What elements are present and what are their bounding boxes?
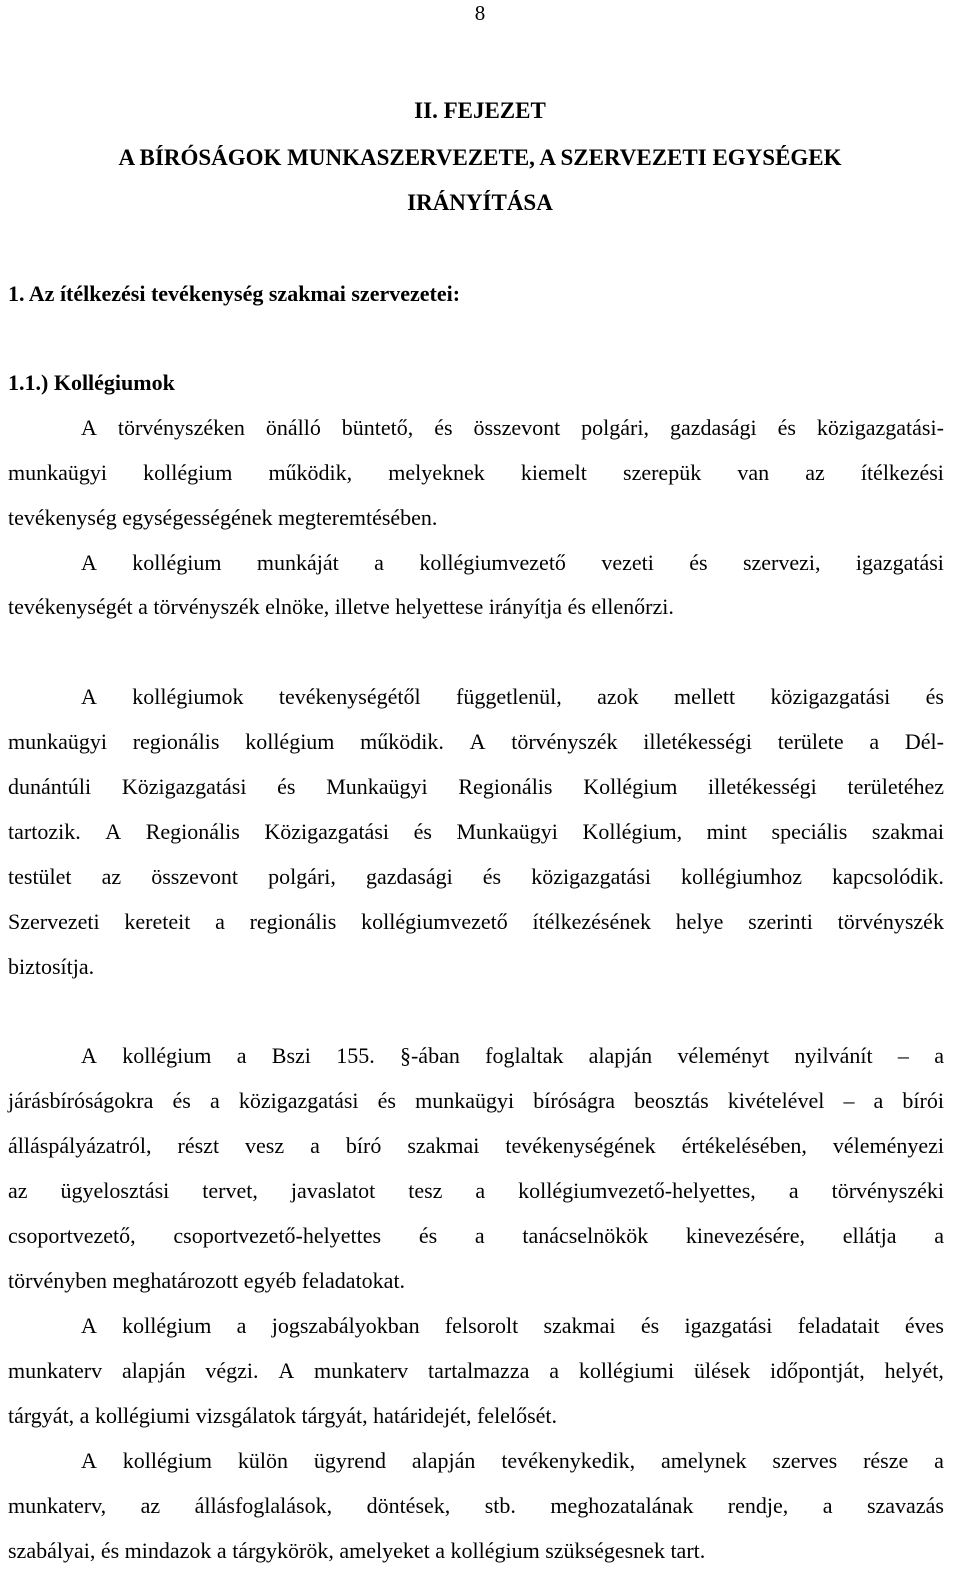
word: véleményezi [832, 1133, 944, 1158]
word: ülések [693, 1358, 751, 1383]
word: az [140, 1493, 161, 1518]
word: gazdasági [365, 864, 453, 889]
word: 155. [336, 1043, 375, 1068]
word: tevékenységének [505, 1133, 656, 1158]
word: kollégium [143, 460, 233, 485]
word: feladatait [797, 1313, 880, 1338]
word: kapcsolódik. [832, 864, 944, 889]
word: és [777, 415, 796, 440]
paragraph-line [81, 1446, 944, 1476]
word: kollégiumvezető [361, 909, 508, 934]
word: munkaügyi [415, 1088, 515, 1113]
word: közigazgatási- [816, 415, 944, 440]
paragraph-line [8, 772, 944, 802]
paragraph-line [8, 1086, 944, 1116]
paragraph-line [8, 907, 944, 937]
paragraph-line [8, 1176, 944, 1206]
paragraph-line: tevékenység egységességének megteremtésében. [8, 505, 438, 530]
word: javaslatot [290, 1178, 376, 1203]
paragraph-line: biztosítja. [8, 954, 95, 979]
word: van [737, 460, 770, 485]
word: a [822, 1493, 833, 1518]
word: és [413, 819, 432, 844]
paragraph-line [81, 413, 944, 443]
word: tartalmazza [427, 1358, 530, 1383]
word: a [873, 1088, 884, 1113]
word: a [236, 1313, 247, 1338]
word: illetékességi [708, 774, 817, 799]
word: kollégiumok [132, 684, 244, 709]
word: stb. [484, 1493, 516, 1518]
word: munkaügyi [8, 460, 107, 485]
word: gazdasági [669, 415, 757, 440]
word: kollégiumvezető [419, 550, 566, 575]
section-heading: 1. Az ítélkezési tevékenység szakmai szervezetei: [8, 281, 461, 306]
word: ítélkezésének [532, 909, 651, 934]
word: közigazgatási [770, 684, 891, 709]
word: szakmai [543, 1313, 616, 1338]
word: – [843, 1088, 855, 1113]
word: a [549, 1358, 559, 1383]
word: végzi. [205, 1358, 259, 1383]
word: közigazgatási [531, 864, 651, 889]
chapter-title: A BÍRÓSÁGOK MUNKASZERVEZETE, A SZERVEZETI EGYSÉGEK [118, 145, 842, 170]
word: kollégium [245, 729, 335, 754]
word: munkáját [256, 550, 339, 575]
paragraph-line [8, 1491, 944, 1521]
word: a [236, 1043, 247, 1068]
subsection-heading: 1.1.) Kollégiumok [8, 370, 175, 395]
word: alapján [588, 1043, 653, 1068]
word: munkaterv, [8, 1493, 107, 1518]
paragraph-line [8, 862, 944, 892]
word: helyét, [884, 1358, 944, 1383]
word: – [897, 1043, 909, 1068]
word: a [310, 1133, 320, 1158]
word: foglaltak [485, 1043, 564, 1068]
word: a [869, 729, 880, 754]
word: csoportvezető-helyettes [173, 1223, 382, 1248]
word: tervet, [202, 1178, 258, 1203]
word: alapján [411, 1448, 476, 1473]
word: és [434, 415, 453, 440]
word: mint [706, 819, 747, 844]
word: kollégiumhoz [681, 864, 802, 889]
word: Szervezeti [8, 909, 100, 934]
word: a [374, 550, 384, 575]
word: időpontját, [770, 1358, 865, 1383]
word: önálló [265, 415, 321, 440]
word: Kollégium [583, 774, 678, 799]
paragraph-line [81, 548, 944, 578]
paragraph-line: tevékenységét a törvényszék elnöke, illetve helyettese irányítja és ellenőrzi. [8, 594, 674, 619]
paragraph-line: szabályai, és mindazok a tárgykörök, amelyeket a kollégium szükségesnek tart. [8, 1538, 706, 1563]
word: szerinti [748, 909, 813, 934]
word: ítélkezési [860, 460, 944, 485]
word: helye [675, 909, 724, 934]
word: ügyrend [313, 1448, 386, 1473]
word: része [863, 1448, 909, 1473]
word: bíróságra [533, 1088, 616, 1113]
word: kollégiumvezető-helyettes, [518, 1178, 756, 1203]
word: az [805, 460, 825, 485]
word: büntető, [341, 415, 414, 440]
word: tevékenységétől [278, 684, 421, 709]
word: kinevezésére, [685, 1223, 806, 1248]
word: és [689, 550, 708, 575]
word: beosztás [634, 1088, 709, 1113]
paragraph-line: tárgyát, a kollégiumi vizsgálatok tárgyát, határidejét, felelősét. [8, 1403, 558, 1428]
paragraph-line [8, 1356, 944, 1386]
word: vezeti [601, 550, 654, 575]
word: §-ában [399, 1043, 460, 1068]
word: kivételével [727, 1088, 825, 1113]
word: és [482, 864, 502, 889]
word: álláspályázatról, [8, 1133, 152, 1158]
paragraph-line [8, 817, 944, 847]
word: az [101, 864, 122, 889]
word: nyilvánít [794, 1043, 873, 1068]
word: szerepük [623, 460, 702, 485]
word: igazgatási [855, 550, 944, 575]
word: tesz [408, 1178, 443, 1203]
paragraph-line [8, 1221, 944, 1251]
word: és [277, 774, 296, 799]
word: függetlenül, [456, 684, 562, 709]
word: A [81, 1313, 97, 1338]
word: testület [8, 864, 72, 889]
word: Kollégium, [582, 819, 683, 844]
word: amelynek [661, 1448, 747, 1473]
word: értékelésében, [681, 1133, 807, 1158]
word: polgári, [581, 415, 649, 440]
word: szervezi, [742, 550, 821, 575]
word: a [934, 1043, 944, 1068]
word: tartozik. [8, 819, 81, 844]
word: munkaügyi [8, 729, 107, 754]
word: a [209, 1088, 220, 1113]
paragraph-line [81, 682, 944, 712]
word: kollégium [122, 1448, 212, 1473]
word: kereteit [124, 909, 191, 934]
word: Dél- [904, 729, 944, 754]
word: a [474, 1223, 485, 1248]
word: jogszabályokban [271, 1313, 420, 1338]
word: regionális [249, 909, 337, 934]
word: Közigazgatási [264, 819, 389, 844]
word: törvényszék [511, 729, 618, 754]
word: alapján [121, 1358, 186, 1383]
paragraph-line: törvényben meghatározott egyéb feladatokat. [8, 1268, 406, 1293]
word: tevékenykedik, [501, 1448, 636, 1473]
word: szerves [772, 1448, 838, 1473]
word: rendje, [727, 1493, 789, 1518]
word: csoportvezető, [8, 1223, 136, 1248]
word: tanácselnökök [522, 1223, 649, 1248]
word: működik, [268, 460, 353, 485]
word: a [475, 1178, 486, 1203]
word: regionális [132, 729, 220, 754]
word: illetékességi [643, 729, 752, 754]
word: összevont [473, 415, 561, 440]
word: a [215, 909, 225, 934]
word: munkaterv [314, 1358, 409, 1383]
paragraph-line [81, 1041, 944, 1071]
word: A [469, 729, 486, 754]
word: ügyelosztási [60, 1178, 170, 1203]
word: A [81, 550, 97, 575]
word: törvényszéken [117, 415, 245, 440]
page-number: 8 [474, 1, 486, 25]
word: véleményt [677, 1043, 770, 1068]
word: Regionális [145, 819, 240, 844]
word: Munkaügyi [456, 819, 558, 844]
word: felsorolt [444, 1313, 519, 1338]
word: területéhez [847, 774, 944, 799]
chapter-title-continued: IRÁNYÍTÁSA [407, 190, 553, 215]
word: munkaterv [8, 1358, 103, 1383]
word: törvényszéki [831, 1178, 944, 1203]
word: bírói [902, 1088, 944, 1113]
word: közigazgatási [238, 1088, 359, 1113]
word: és [640, 1313, 660, 1338]
word: és [377, 1088, 396, 1113]
word: A [81, 684, 97, 709]
paragraph-line [8, 727, 944, 757]
word: igazgatási [684, 1313, 773, 1338]
word: az [8, 1178, 28, 1203]
word: részt [177, 1133, 220, 1158]
word: szakmai [871, 819, 944, 844]
word: a [934, 1448, 944, 1473]
word: bíró [345, 1133, 382, 1158]
word: kollégium [132, 550, 222, 575]
word: éves [904, 1313, 944, 1338]
word: külön [237, 1448, 289, 1473]
word: A [81, 1448, 97, 1473]
word: Regionális [458, 774, 553, 799]
word: azok [597, 684, 639, 709]
word: kollégium [122, 1043, 212, 1068]
word: döntések, [366, 1493, 451, 1518]
word: meghozatalának [550, 1493, 694, 1518]
word: járásbíróságokra [8, 1088, 154, 1113]
word: vesz [245, 1133, 285, 1158]
word: kollégiumi [578, 1358, 675, 1383]
word: kiemelt [520, 460, 587, 485]
paragraph-line [8, 458, 944, 488]
word: speciális [771, 819, 848, 844]
word: A [81, 415, 97, 440]
word: Munkaügyi [326, 774, 428, 799]
word: ellátja [842, 1223, 897, 1248]
word: dunántúli [8, 774, 92, 799]
word: Közigazgatási [121, 774, 247, 799]
word: szavazás [866, 1493, 944, 1518]
word: és [172, 1088, 191, 1113]
word: A [81, 1043, 97, 1068]
word: és [925, 684, 944, 709]
word: szakmai [407, 1133, 480, 1158]
word: kollégium [122, 1313, 212, 1338]
word: a [934, 1223, 944, 1248]
paragraph-line [81, 1311, 944, 1341]
chapter-number: II. FEJEZET [414, 98, 546, 123]
word: törvényszék [837, 909, 944, 934]
word: működik. [360, 729, 444, 754]
word: Bszi [271, 1043, 311, 1068]
word: és [418, 1223, 438, 1248]
word: A [278, 1358, 295, 1383]
word: melyeknek [388, 460, 485, 485]
word: a [788, 1178, 799, 1203]
word: összevont [151, 864, 238, 889]
word: A [105, 819, 122, 844]
word: polgári, [268, 864, 336, 889]
word: állásfoglalások, [194, 1493, 333, 1518]
word: területe [777, 729, 844, 754]
paragraph-line [8, 1131, 944, 1161]
word: mellett [674, 684, 736, 709]
